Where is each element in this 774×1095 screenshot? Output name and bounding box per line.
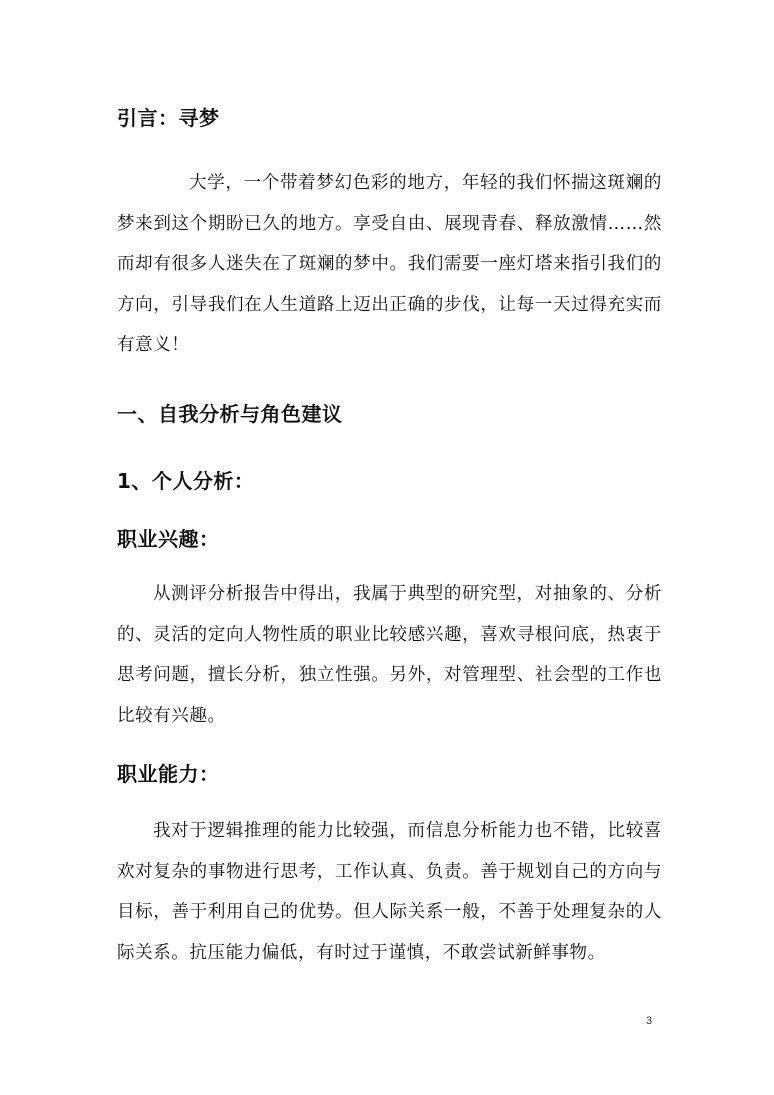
interest-paragraph: 从测评分析报告中得出，我属于典型的研究型，对抽象的、分析的、灵活的定向人物性质的职业比较感兴趣，喜欢寻根问底，热衷于思考问题，擅长分析，独立性强。另外，对管理型、社会型的工作也比较有兴趣。	[117, 584, 662, 726]
ability-paragraph: 我对于逻辑推理的能力比较强，而信息分析能力也不错，比较喜欢对复杂的事物进行思考，工作认真、负责。善于规划自己的方向与目标，善于利用自己的优势。但人际关系一般，不善于处理复杂的人际关系。抗压能力偏低，有时过于谨慎，不敢尝试新鲜事物。	[117, 821, 662, 963]
interest-heading: 职业兴趣：	[117, 527, 220, 551]
ability-heading: 职业能力：	[117, 762, 220, 786]
intro-paragraph: 大学，一个带着梦幻色彩的地方，年轻的我们怀揣这斑斓的梦来到这个期盼已久的地方。享受自由、展现青春、释放激情……然而却有很多人迷失在了斑斓的梦中。我们需要一座灯塔来指引我们的方向，引导我们在人生道路上迈出正确的步伐，让每一天过得充实而有意义！	[117, 173, 662, 355]
section-heading: 一、自我分析与角色建议	[117, 402, 343, 426]
page-number: 3	[646, 1015, 653, 1027]
intro-heading: 引言：寻梦	[117, 106, 220, 130]
subsection-heading: 1、个人分析：	[117, 469, 255, 493]
